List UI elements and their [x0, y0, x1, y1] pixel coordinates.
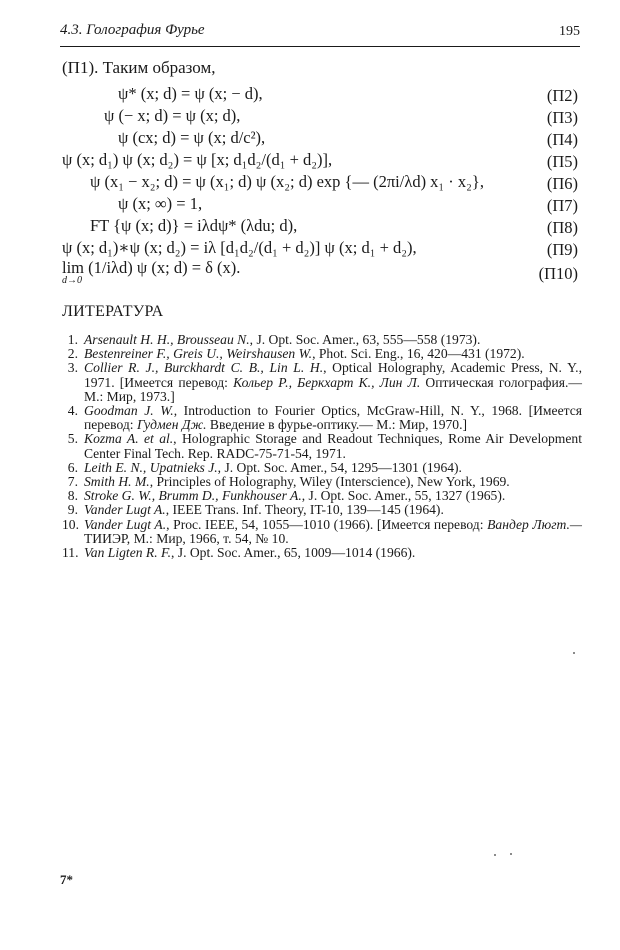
reference-item [62, 361, 582, 404]
equation-p9: ψ (x; d₁)∗ψ (x; d₂) = iλ [d₁d₂/(d₁ + d₂)] ψ (x; d₁ + d₂), [62, 238, 417, 257]
reference-item [62, 546, 582, 560]
equation-p3: ψ (− x; d) = ψ (x; d), [104, 106, 241, 125]
equation-p7: ψ (x; ∞) = 1, [118, 194, 203, 213]
reference-translation-authors: Кольер Р., Беркхарт К., Лин Л. [233, 374, 421, 390]
equation-number: (П5) [546, 152, 578, 171]
reference-details: , Introduction to Fourier Optics, McGraw-Hill, N. Y., 1968. [Имеется перевод: [84, 403, 582, 433]
signature-mark: 7* [60, 872, 73, 887]
reference-details: , J. Opt. Soc. Amer., 54, 1295—1301 (1964). [217, 459, 462, 475]
reference-number: 2. [67, 346, 78, 362]
reference-authors: Leith E. N., Upatnieks J. [84, 459, 218, 475]
reference-number: 11. [62, 545, 79, 561]
equation-number: (П8) [546, 218, 578, 237]
scan-speck [573, 652, 575, 654]
equation-p8: FT {ψ (x; d)} = iλdψ* (λdu; d), [90, 216, 298, 235]
equation-p10: lim (1/iλd) ψ (x; d) = δ (x). [62, 258, 241, 277]
equation-number: (П7) [546, 196, 578, 215]
reference-details: , Holographic Storage and Readout Techniques, Rome Air Development Center Final Tech. Rep. RADC-75-71-54, 1971. [84, 431, 582, 461]
reference-item [62, 404, 582, 432]
reference-details: , Optical Holography, Academic Press, N. Y., 1971. [Имеется перевод: [84, 360, 582, 390]
equation-p4: ψ (cx; d) = ψ (x; d/c²), [118, 128, 266, 147]
reference-details: , Proc. IEEE, 54, 1055—1010 (1966). [Имеется перевод: [166, 516, 488, 532]
reference-translation-details: Введение в фурье-оптику.— М.: Мир, 1970.] [206, 417, 468, 433]
running-header [60, 22, 580, 44]
reference-details: , J. Opt. Soc. Amer., 63, 555—558 (1973). [249, 332, 481, 347]
section-title: 4.3. Голография Фурье [60, 22, 205, 38]
reference-number: 7. [67, 474, 78, 490]
reference-number: 9. [67, 502, 78, 518]
page-number: 195 [559, 24, 580, 39]
equation-number: (П10) [538, 264, 578, 283]
equation-p5: ψ (x; d₁) ψ (x; d₂) = ψ [x; d₁d₂/(d₁ + d₂)], [62, 150, 333, 169]
equation-number: (П3) [546, 108, 578, 127]
reference-item [62, 347, 582, 361]
reference-authors: Stroke G. W., Brumm D., Funkhouser A. [84, 488, 302, 504]
scan-speck [510, 853, 512, 855]
reference-number: 8. [67, 488, 78, 504]
reference-item [62, 432, 582, 460]
reference-authors: Arsenault H. H., Brousseau N. [84, 332, 250, 347]
reference-item [62, 333, 582, 347]
reference-authors: Bestenreiner F., Greis U., Weirshausen W. [84, 346, 313, 362]
reference-number: 10. [62, 516, 79, 532]
reference-number: 3. [67, 360, 78, 376]
reference-authors: Goodman J. W. [84, 403, 174, 419]
reference-details: , IEEE Trans. Inf. Theory, IT-10, 139—145 (1964). [165, 502, 444, 518]
reference-translation-authors: Вандер Люгт.— [487, 516, 582, 532]
header-rule [60, 46, 580, 47]
limit-subscript: d→0 [62, 275, 82, 286]
equation-number: (П9) [546, 240, 578, 259]
equation-number: (П6) [546, 174, 578, 193]
equation-number: (П2) [546, 86, 578, 105]
reference-number: 1. [67, 332, 78, 347]
reference-item [62, 503, 582, 517]
literature-heading: ЛИТЕРАТУРА [62, 303, 164, 320]
reference-details: , Principles of Holography, Wiley (Interscience), New York, 1969. [149, 474, 510, 490]
reference-authors: Vander Lugt A. [84, 502, 166, 518]
scan-speck [494, 854, 496, 856]
reference-number: 4. [67, 403, 78, 419]
reference-item [62, 475, 582, 489]
reference-item [62, 461, 582, 475]
reference-details: , J. Opt. Soc. Amer., 55, 1327 (1965). [301, 488, 506, 504]
equation-p2: ψ* (x; d) = ψ (x; − d), [118, 84, 263, 103]
reference-translation-details: ТИИЭР, М.: Мир, 1966, т. 54, № 10. [84, 530, 289, 546]
reference-authors: Kozma A. et al. [84, 431, 174, 447]
reference-authors: Vander Lugt A. [84, 516, 167, 532]
equation-number: (П4) [546, 130, 578, 149]
reference-details: , J. Opt. Soc. Amer., 65, 1009—1014 (1966). [170, 545, 416, 561]
reference-authors: Van Ligten R. F. [84, 545, 171, 561]
reference-number: 6. [67, 459, 78, 475]
reference-translation-authors: Гудмен Дж. [136, 417, 207, 433]
reference-item [62, 489, 582, 503]
reference-item [62, 518, 582, 546]
intro-text: (П1). Таким образом, [62, 58, 216, 77]
reference-number: 5. [67, 431, 78, 447]
reference-authors: Smith H. M. [84, 474, 150, 490]
reference-authors: Collier R. J., Burckhardt C. B., Lin L. H. [84, 360, 324, 376]
reference-details: , Phot. Sci. Eng., 16, 420—431 (1972). [312, 346, 525, 362]
reference-list [62, 333, 582, 560]
reference-translation-details: Оптическая голография.— М.: Мир, 1973.] [84, 374, 583, 404]
equation-p6: ψ (x₁ − x₂; d) = ψ (x₁; d) ψ (x₂; d) exp {— (2πi/λd) x₁ · x₂}, [90, 172, 484, 191]
